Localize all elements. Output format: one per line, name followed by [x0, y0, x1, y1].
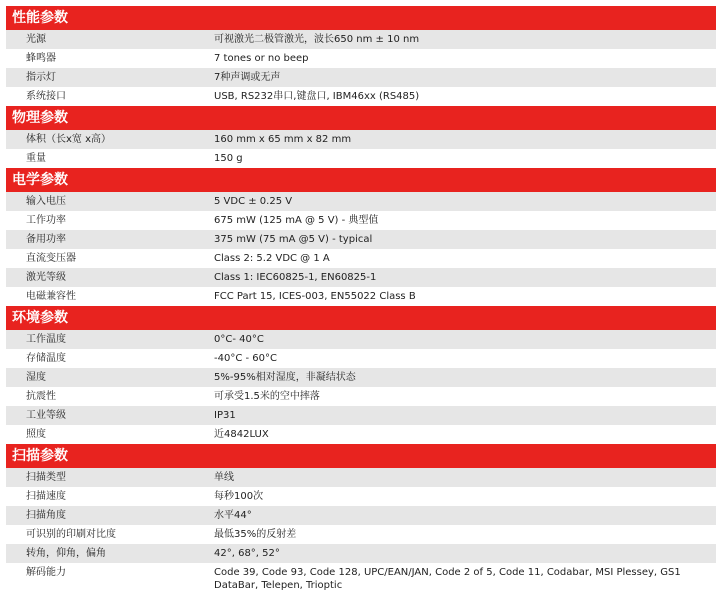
spec-row [6, 525, 716, 544]
spec-row [6, 49, 716, 68]
spec-value: -40°C - 60°C [214, 353, 277, 364]
spec-row [6, 30, 716, 49]
spec-value: 最低35%的反射差 [214, 529, 297, 540]
section-header-electrical: 电学参数 [6, 168, 716, 192]
spec-value: 可视激光二极管激光，波长650 nm ± 10 nm [214, 34, 420, 45]
spec-row [6, 406, 716, 425]
spec-label: 扫描角度 [26, 510, 66, 521]
spec-label: 扫描类型 [26, 472, 66, 483]
section-header-scanning: 扫描参数 [6, 444, 716, 468]
spec-value: 150 g [214, 153, 243, 164]
spec-row [6, 68, 716, 87]
spec-value: USB, RS232串口,键盘口, IBM46xx (RS485) [214, 91, 420, 102]
spec-value: 42°, 68°, 52° [214, 548, 280, 559]
spec-row [6, 268, 716, 287]
spec-row [6, 149, 716, 168]
spec-label: 重量 [26, 153, 46, 164]
spec-row [6, 87, 716, 106]
spec-label: 工作温度 [26, 334, 66, 345]
spec-value: 可承受1.5米的空中摔落 [214, 391, 320, 402]
spec-label: 激光等级 [26, 272, 66, 283]
spec-row [6, 211, 716, 230]
section-header-environmental: 环境参数 [6, 306, 716, 330]
spec-row [6, 425, 716, 444]
spec-label: 备用功率 [26, 234, 66, 245]
spec-label: 照度 [26, 429, 46, 440]
spec-value: FCC Part 15, ICES-003, EN55022 Class B [214, 291, 416, 302]
spec-value: 水平44° [214, 510, 252, 521]
spec-label: 指示灯 [26, 72, 56, 83]
spec-sheet [6, 0, 716, 595]
spec-label: 转角，仰角，偏角 [26, 548, 106, 559]
spec-label: 电磁兼容性 [26, 291, 76, 302]
spec-value: 0°C- 40°C [214, 334, 264, 345]
spec-label: 蜂鸣器 [26, 53, 56, 64]
spec-row [6, 192, 716, 211]
spec-value: 375 mW (75 mA @5 V) - typical [214, 234, 373, 245]
spec-value: 7种声调或无声 [214, 72, 281, 83]
spec-row [6, 487, 716, 506]
spec-row [6, 349, 716, 368]
spec-value: 7 tones or no beep [214, 53, 309, 64]
spec-row [6, 130, 716, 149]
spec-row [6, 506, 716, 525]
spec-label: 存储温度 [26, 353, 66, 364]
spec-value: 5%-95%相对湿度，非凝结状态 [214, 372, 356, 383]
spec-value: 近4842LUX [214, 429, 269, 440]
spec-row [6, 563, 716, 595]
section-header-physical: 物理参数 [6, 106, 716, 130]
spec-row [6, 368, 716, 387]
spec-label: 工业等级 [26, 410, 66, 421]
spec-value: IP31 [214, 410, 236, 421]
spec-row [6, 287, 716, 306]
spec-label: 湿度 [26, 372, 46, 383]
spec-label: 系统接口 [26, 91, 66, 102]
spec-label: 体积（长x宽 x高） [26, 134, 112, 145]
spec-label: 扫描速度 [26, 491, 66, 502]
spec-label: 解码能力 [26, 567, 66, 578]
spec-label: 输入电压 [26, 196, 66, 207]
spec-row [6, 544, 716, 563]
spec-value: 675 mW (125 mA @ 5 V) - 典型值 [214, 215, 379, 226]
spec-row [6, 468, 716, 487]
spec-value: 每秒100次 [214, 491, 264, 502]
spec-label: 工作功率 [26, 215, 66, 226]
spec-row [6, 230, 716, 249]
section-header-performance: 性能参数 [6, 6, 716, 30]
spec-value: Code 39, Code 93, Code 128, UPC/EAN/JAN, Code 2 of 5, Code 11, Codabar, MSI Plessey, GS1 DataBar, Telepen, Trioptic [214, 567, 681, 591]
spec-label: 直流变压器 [26, 253, 76, 264]
spec-label: 抗震性 [26, 391, 56, 402]
spec-value: 5 VDC ± 0.25 V [214, 196, 293, 207]
spec-label: 可识别的印刷对比度 [26, 529, 116, 540]
spec-row [6, 387, 716, 406]
spec-value: Class 2: 5.2 VDC @ 1 A [214, 253, 330, 264]
spec-value: 160 mm x 65 mm x 82 mm [214, 134, 352, 145]
spec-value: Class 1: IEC60825-1, EN60825-1 [214, 272, 377, 283]
spec-row [6, 330, 716, 349]
spec-row [6, 249, 716, 268]
spec-label: 光源 [26, 34, 46, 45]
spec-value: 单线 [214, 472, 234, 483]
